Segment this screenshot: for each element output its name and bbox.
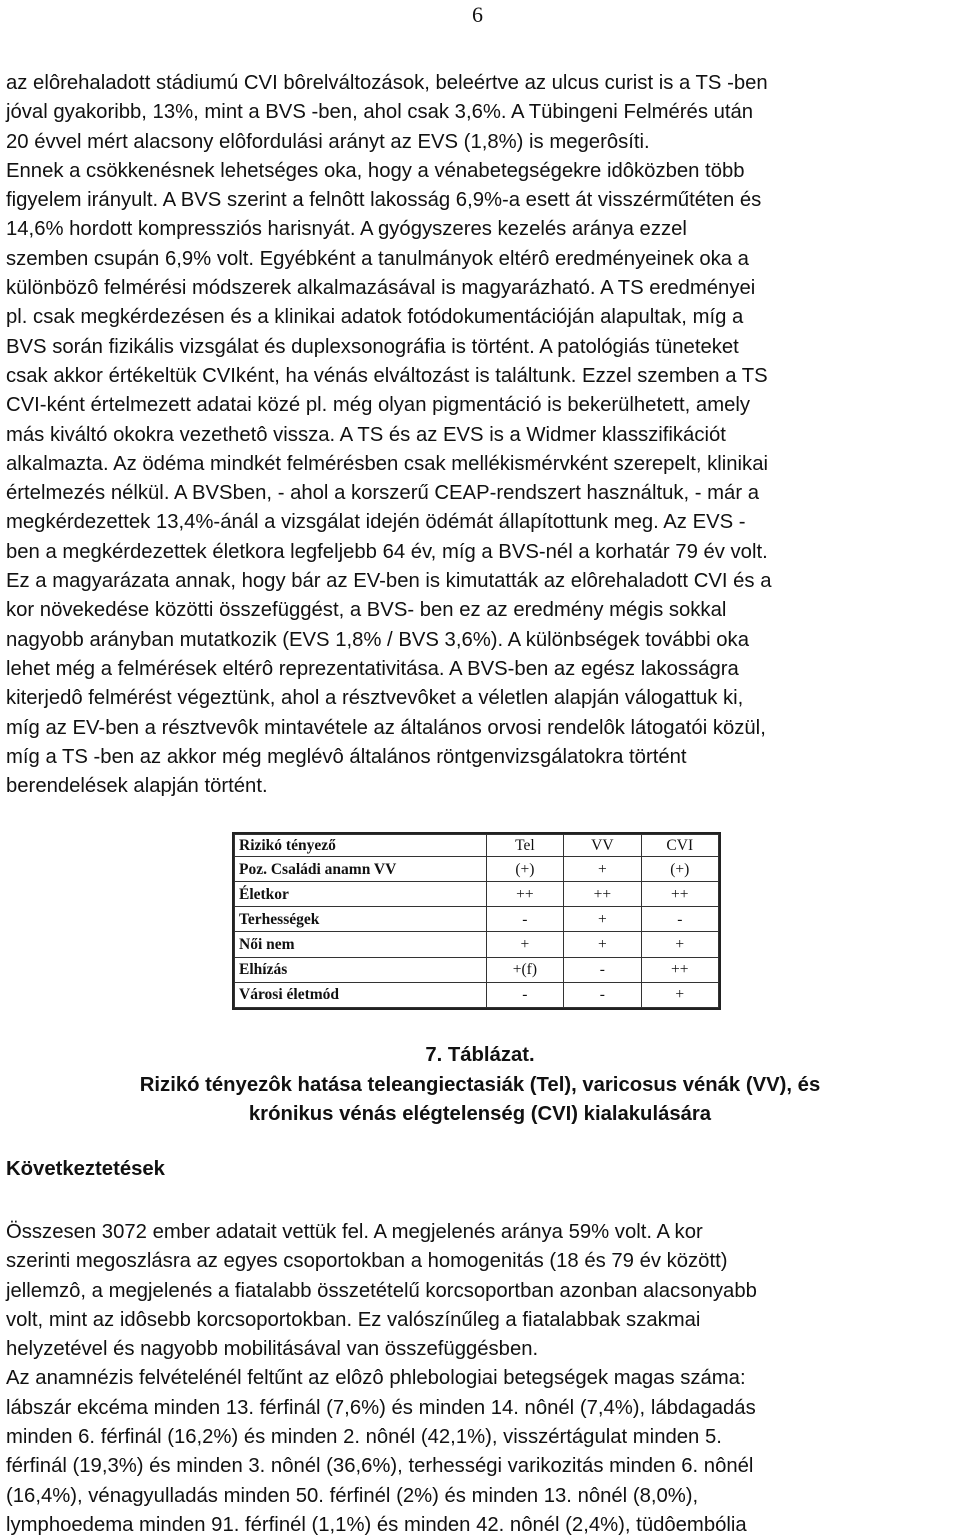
table-caption-number: 7. Táblázat.: [425, 1044, 535, 1066]
table-cell: +(f): [486, 957, 563, 982]
text-line: 14,6% hordott kompressziós harisnyát. A gyógyszeres kezelés aránya ezzel: [6, 218, 687, 241]
table-cell: Városi életmód: [235, 982, 487, 1007]
text-line: lehet még a felmérések eltérô reprezentativitása. A BVS-ben az egész lakosságra: [6, 657, 739, 680]
text-line: csak akkor értékeltük CVIként, ha vénás elváltozást is találtunk. Ezzel szemben a TS: [6, 364, 768, 387]
table-cell: Poz. Családi anamn VV: [235, 857, 487, 882]
text-line: más kiváltó okokra vezethetô vissza. A TS és az EVS is a Widmer klasszifikációt: [6, 423, 726, 446]
text-line: Összesen 3072 ember adatait vettük fel. A megjelenés aránya 59% volt. A kor: [6, 1221, 703, 1243]
text-line: jóval gyakoribb, 13%, mint a BVS -ben, ahol csak 3,6%. A Tübingeni Felmérés után: [6, 101, 754, 124]
text-line: lymphoedema minden 91. férfinél (1,1%) és minden 42. nônél (2,4%), tüdôembólia: [6, 1513, 747, 1536]
text-line: volt, mint az idôsebb korcsoportokban. Ez valószínűleg a fiatalabbak szakmai: [6, 1308, 701, 1331]
table-row: [235, 932, 719, 957]
text-line: megkérdezettek 13,4%-ánál a vizsgálat idején ödémát állapítottunk meg. Az EVS -: [6, 511, 746, 534]
table-cell: (+): [641, 857, 718, 882]
table-cell: ++: [486, 882, 563, 907]
text-line: helyzetével és nagyobb mobilitásával van összefüggésben.: [6, 1338, 539, 1361]
page-number: 6: [472, 2, 483, 27]
text-line: míg a TS -ben az akkor még meglévô általános röntgenvizsgálatokra történt: [6, 745, 687, 768]
table-cell: Női nem: [235, 932, 487, 957]
text-line: 20 évvel mért alacsony elôfordulási arányt az EVS (1,8%) is megerôsíti.: [6, 130, 650, 153]
text-line: Az anamnézis felvételénél feltűnt az elôzô phlebologiai betegségek magas száma:: [6, 1367, 746, 1390]
table-cell: +: [486, 932, 563, 957]
table-cell: +: [641, 932, 718, 957]
text-line: értelmezés nélkül. A BVSben, - ahol a korszerű CEAP-rendszert használtuk, - már a: [6, 482, 759, 505]
body-paragraph-2: [6, 1218, 954, 1540]
table-cell: (+): [486, 857, 563, 882]
table-row: [235, 907, 719, 932]
table-cell: -: [486, 907, 563, 932]
text-line: szerinti megoszlásra az egyes csoportokban a homogenitás (18 és 79 év között): [6, 1250, 728, 1273]
text-line: berendelések alapján történt.: [6, 775, 268, 798]
table-cell: Elhízás: [235, 957, 487, 982]
text-line: különbözô felmérési módszerek alkalmazásával is magyarázható. A TS eredményei: [6, 277, 756, 300]
text-line: pl. csak megkérdezésen és a klinikai adatok fotódokumentációján alapultak, míg a: [6, 306, 744, 329]
table-row: [235, 982, 719, 1007]
table-header-cell: Rizikó tényező: [235, 835, 487, 857]
text-line: Ennek a csökkenésnek lehetséges oka, hogy a vénabetegségekre idôközben több: [6, 159, 745, 182]
text-line: figyelem irányult. A BVS szerint a felnôtt lakosság 6,9%-a esett át visszérműtéten és: [6, 189, 762, 212]
text-line: Ez a magyarázata annak, hogy bár az EV-ben is kimutatták az elôrehaladott CVI és a: [6, 570, 772, 593]
section-heading: Következtetések: [6, 1158, 165, 1180]
table-cell: -: [564, 982, 641, 1007]
table-cell: +: [564, 907, 641, 932]
body-paragraph-1: [6, 69, 954, 801]
text-line: kor növekedése közötti összefüggést, a BVS- ben ez az eredmény mégis sokkal: [6, 599, 727, 622]
table-cell: +: [641, 982, 718, 1007]
table-cell: +: [564, 857, 641, 882]
table-cell: ++: [641, 882, 718, 907]
text-line: kiterjedô felmérést végeztünk, ahol a résztvevôket a véletlen alapján válogattuk ki,: [6, 687, 744, 710]
text-line: BVS során fizikális vizsgálat és duplexsonográfia is történt. A patológiás tüneteket: [6, 335, 739, 358]
text-line: (16,4%), vénagyulladás minden 50. férfinél (2%) és minden 13. nônél (8,0%),: [6, 1484, 699, 1507]
text-line: jellemzô, a megjelenés a fiatalabb összetételű korcsoportban azonban alacsonyabb: [6, 1279, 757, 1302]
table-header-cell: Tel: [486, 835, 563, 857]
table-caption-title: [0, 1071, 960, 1129]
table-cell: +: [564, 932, 641, 957]
text-line: nagyobb arányban mutatkozik (EVS 1,8% / BVS 3,6%). A különbségek további oka: [6, 628, 749, 651]
table-cell: ++: [641, 957, 718, 982]
table-header-cell: CVI: [641, 835, 718, 857]
table-cell: -: [486, 982, 563, 1007]
text-line: CVI-ként értelmezett adatai közé pl. még olyan pigmentáció is bekerülhetett, amely: [6, 394, 751, 417]
text-line: férfinál (19,3%) és minden 3. nônél (36,6%), terhességi varikozitás minden 6. nônél: [6, 1455, 754, 1478]
text-line: szemben csupán 6,9% volt. Egyébként a tanulmányok eltérô eredményeinek oka a: [6, 247, 749, 270]
table-cell: ++: [564, 882, 641, 907]
risk-factor-table: [232, 832, 721, 1010]
table-header-cell: VV: [564, 835, 641, 857]
text-line: míg az EV-ben a résztvevôk mintavétele az általános orvosi rendelôk látogatói közül,: [6, 716, 766, 739]
text-line: az elôrehaladott stádiumú CVI bôrelváltozások, beleértve az ulcus curist is a TS -ben: [6, 72, 768, 94]
text-line: ben a megkérdezettek életkora legfeljebb 64 év, míg a BVS-nél a korhatár 79 év volt.: [6, 540, 768, 563]
text-line: alkalmazta. Az ödéma mindkét felmérésben csak mellékismérvként szerepelt, klinikai: [6, 452, 768, 475]
text-line: minden 6. férfinál (16,2%) és minden 2. nônél (42,1%), visszértágulat minden 5.: [6, 1426, 722, 1449]
table-cell: -: [641, 907, 718, 932]
table-row: [235, 882, 719, 907]
table-cell: Életkor: [235, 882, 487, 907]
table-cell: Terhességek: [235, 907, 487, 932]
text-line: lábszár ekcéma minden 13. férfinál (7,6%) és minden 14. nônél (7,4%), lábdagadás: [6, 1396, 756, 1419]
caption-title-line: Rizikó tényezôk hatása teleangiectasiák (Tel), varicosus vénák (VV), és: [139, 1074, 821, 1096]
table-row: [235, 857, 719, 882]
table-row: [235, 957, 719, 982]
table-cell: -: [564, 957, 641, 982]
table-header-row: [235, 835, 719, 857]
caption-title-line: krónikus vénás elégtelenség (CVI) kialakulására: [248, 1103, 712, 1125]
